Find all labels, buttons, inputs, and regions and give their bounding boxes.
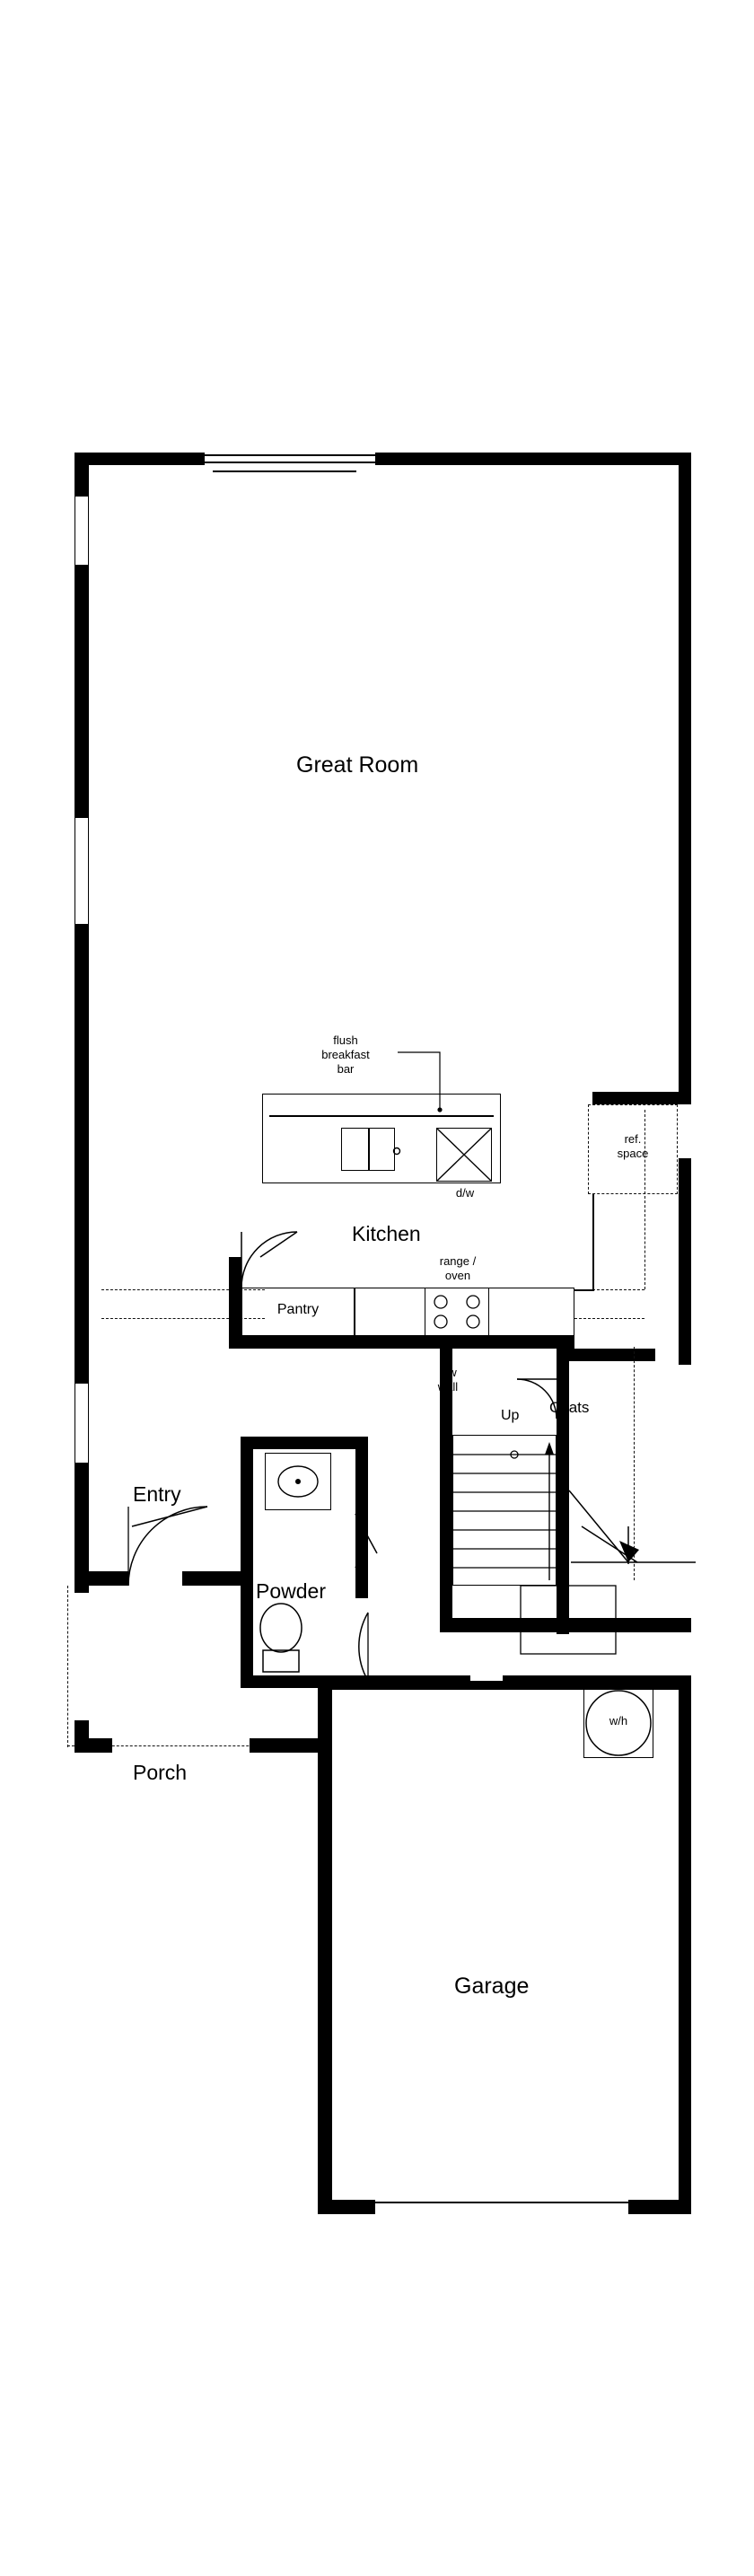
window-top-inner bbox=[205, 462, 375, 463]
wall-garage-door-threshold bbox=[470, 1681, 504, 1690]
wall-pantry-top bbox=[229, 1257, 241, 1270]
dishwasher-label: d/w bbox=[455, 1186, 475, 1200]
wall-left-lower-b bbox=[75, 1464, 89, 1571]
kitchen-wall-return-line bbox=[592, 1194, 594, 1289]
stair-soffit-dash-right bbox=[634, 1347, 635, 1580]
breakfast-bar-label-line3: bar bbox=[337, 1062, 355, 1076]
wall-entry-sill-right bbox=[182, 1571, 245, 1586]
range-oven-label-line2: oven bbox=[444, 1269, 471, 1282]
wall-garage-bottom-left bbox=[318, 2200, 375, 2214]
wall-hall-south bbox=[368, 1675, 467, 1690]
wall-left-middle-b bbox=[75, 925, 89, 1383]
stair-run-outline bbox=[452, 1435, 557, 1586]
wall-stair-south bbox=[440, 1618, 571, 1632]
wall-left-upper-a bbox=[75, 453, 89, 496]
window-top-sill bbox=[213, 470, 356, 472]
garage-door-opening-line bbox=[375, 2202, 628, 2203]
kitchen-island-front-edge bbox=[269, 1115, 494, 1117]
low-wall-label-line1: low bbox=[439, 1366, 457, 1379]
window-left-lower bbox=[75, 1383, 89, 1464]
room-label-kitchen: Kitchen bbox=[352, 1222, 421, 1245]
porch-dash-left bbox=[67, 1586, 68, 1747]
room-label-great-room: Great Room bbox=[296, 752, 419, 778]
low-wall-label-line2: wall bbox=[437, 1380, 459, 1394]
room-label-pantry: Pantry bbox=[276, 1302, 320, 1317]
window-left-middle bbox=[75, 817, 89, 925]
wall-pantry-left bbox=[229, 1257, 241, 1349]
wall-kitchen-south-b bbox=[355, 1336, 574, 1349]
stair-direction-label: Up bbox=[501, 1408, 520, 1423]
room-label-porch: Porch bbox=[133, 1761, 188, 1784]
kitchen-sink-divider bbox=[368, 1128, 370, 1171]
kitchen-wall-return-line-h bbox=[574, 1289, 594, 1291]
service-dash-right bbox=[644, 1110, 645, 1289]
wall-garage-left bbox=[318, 1675, 332, 2214]
room-label-entry: Entry bbox=[133, 1482, 181, 1506]
refrigerator-space-label-line1: ref. bbox=[624, 1132, 642, 1146]
wall-right-upper bbox=[679, 453, 691, 1099]
wall-powder-right bbox=[355, 1437, 368, 1598]
range-oven-box bbox=[425, 1288, 489, 1336]
breakfast-bar-label-line2: breakfast bbox=[321, 1048, 370, 1061]
refrigerator-space-label-line2: space bbox=[617, 1147, 649, 1160]
wall-top-left-return bbox=[75, 453, 191, 465]
breakfast-bar-label-line1: flush bbox=[333, 1033, 358, 1047]
room-label-coats: Coats bbox=[549, 1399, 590, 1416]
service-dash-bottom bbox=[574, 1318, 644, 1319]
wall-right-below-ref bbox=[679, 1158, 691, 1365]
wall-powder-top bbox=[241, 1437, 368, 1449]
powder-vanity bbox=[265, 1453, 331, 1510]
wall-garage-right bbox=[679, 1675, 691, 2214]
wall-top-window-header-left bbox=[191, 453, 205, 465]
wall-garage-bottom-right bbox=[628, 2200, 691, 2214]
wall-right-ref-nook-top bbox=[592, 1092, 691, 1104]
dishwasher-box bbox=[436, 1128, 492, 1182]
room-label-garage: Garage bbox=[454, 1974, 530, 1999]
window-top-sill-2 bbox=[377, 454, 557, 456]
window-top-outer bbox=[205, 454, 375, 456]
water-heater-label: w/h bbox=[609, 1714, 628, 1728]
wall-stair-right-lower bbox=[557, 1455, 569, 1634]
wall-porch-bottom-left bbox=[75, 1738, 112, 1753]
window-left-upper bbox=[75, 496, 89, 566]
wall-stair-head bbox=[557, 1349, 655, 1361]
room-label-powder: Powder bbox=[256, 1579, 326, 1603]
wall-entry-right bbox=[241, 1437, 253, 1688]
range-oven-label-line1: range / bbox=[439, 1254, 477, 1268]
wall-stair-south-right bbox=[557, 1618, 691, 1632]
window-top-sill-3 bbox=[377, 462, 557, 463]
wall-kitchen-south bbox=[229, 1336, 355, 1349]
wall-entry-threshold bbox=[75, 1571, 128, 1586]
wall-left-upper-b bbox=[75, 566, 89, 817]
